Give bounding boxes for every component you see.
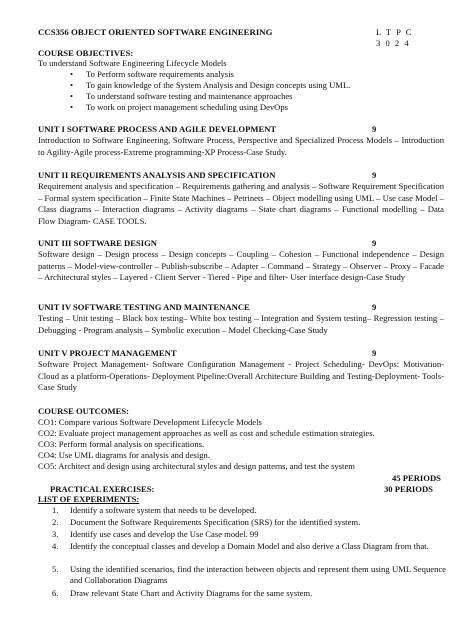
objective-bullet: •	[70, 102, 74, 112]
outcome-line: CO5: Architect and design using architectural styles and design patterns, and test the system	[38, 461, 355, 471]
unit-4-title: UNIT IV SOFTWARE TESTING AND MAINTENANCE	[38, 302, 250, 312]
unit-3-hours: 9	[372, 238, 377, 248]
outcome-line: CO1: Compare various Software Development Lifecycle Models	[38, 417, 262, 427]
unit-3-body: Software design – Design process – Design concepts – Coupling – Cohesion – Functional independence – Design patterns – Model-view-controller – Publish-subscribe – Adapter – Command – Strategy – Observer – Proxy – Facade – Architectural styles – Layered - Client Server - Tiered - Pipe and filter- User interface design-Case Study	[38, 249, 444, 283]
unit-4-hours: 9	[372, 302, 377, 312]
objective-line: To gain knowledge of the System Analysis and Design concepts using UML.	[86, 80, 351, 90]
unit-1-hours: 9	[372, 124, 377, 134]
unit-5-title: UNIT V PROJECT MANAGEMENT	[38, 348, 177, 358]
objective-bullet: •	[70, 91, 74, 101]
unit-2-hours: 9	[372, 170, 377, 180]
unit-3-title: UNIT III SOFTWARE DESIGN	[38, 238, 157, 248]
unit-5-hours: 9	[372, 348, 377, 358]
ltpc-values: 3 0 2 4	[376, 38, 411, 48]
unit-1-title: UNIT I SOFTWARE PROCESS AND AGILE DEVELOPMENT	[38, 124, 277, 134]
experiment-number: 4.	[52, 541, 59, 551]
objective-line: To work on project management scheduling using DevOps	[86, 102, 289, 112]
experiment-number: 6.	[52, 588, 59, 598]
experiment-text: Identify a software system that needs to be developed.	[70, 505, 257, 515]
experiment-text: Identify use cases and develop the Use Case model. 99	[70, 529, 259, 539]
objective-bullet: •	[70, 80, 74, 90]
experiments-heading: LIST OF EXPERIMENTS:	[38, 494, 140, 504]
experiment-number: 1.	[52, 505, 59, 515]
unit-1-body: Introduction to Software Engineering, Software Process, Perspective and Specialized Process Models – Introduction to Agility-Agile process-Extreme programming-XP Process-Case Study.	[38, 135, 444, 157]
objective-line: To understand Software Engineering Lifecycle Models	[38, 58, 227, 68]
unit-4-body: Testing – Unit testing – Black box testing– White box testing – Integration and System testing– Regression testing – Debugging - Program analysis – Symbolic execution – Model Checking-Case Study	[38, 313, 444, 335]
objective-line: To Perform software requirements analysis	[86, 69, 234, 79]
course-title: CCS356 OBJECT ORIENTED SOFTWARE ENGINEERING	[38, 27, 273, 37]
unit-2-title: UNIT II REQUIREMENTS ANALYSIS AND SPECIFICATION	[38, 170, 276, 180]
experiment-text: Identify the conceptual classes and develop a Domain Model and also derive a Class Diagram from that.	[70, 541, 429, 551]
total-periods: 45 PERIODS	[392, 473, 441, 483]
experiment-number: 5.	[52, 564, 59, 574]
unit-2-body: Requirement analysis and specification – Requirements gathering and analysis – Software Requirement Specification – Formal system specification – Finite State Machines – Petrinets – Object modelling using UML – Use case Model – Class diagrams – Interaction diagrams – Activity diagrams – State chart diagrams – Functional modelling – Data Flow Diagram- CASE TOOLS.	[38, 181, 444, 226]
experiment-text: Document the Software Requirements Specification (SRS) for the identified system.	[70, 517, 361, 527]
outcomes-heading: COURSE OUTCOMES:	[38, 406, 129, 416]
experiment-text: Using the identified scenarios, find the interaction between objects and represent them using UML Sequence and Collaboration Diagrams	[70, 564, 446, 586]
outcome-line: CO2: Evaluate project management approaches as well as cost and schedule estimation strategies.	[38, 428, 375, 438]
outcome-line: CO3: Perform formal analysis on specifications.	[38, 439, 205, 449]
objectives-heading: COURSE OBJECTIVES:	[38, 48, 134, 58]
objective-bullet: •	[70, 69, 74, 79]
practical-label: PRACTICAL EXERCISES:	[50, 484, 155, 494]
experiment-number: 3.	[52, 529, 59, 539]
experiment-text: Draw relevant State Chart and Activity Diagrams for the same system.	[70, 588, 313, 598]
experiment-number: 2.	[52, 517, 59, 527]
unit-5-body: Software Project Management- Software Configuration Management - Project Scheduling- DevOps: Motivation-Cloud as a platform-Operations- Deployment Pipeline:Overall Architecture Building and Testing-Deployment- Tools- Case Study	[38, 359, 444, 393]
practical-periods: 30 PERIODS	[384, 484, 433, 494]
objective-line: To understand software testing and maintenance approaches	[86, 91, 293, 101]
ltpc-labels: L T P C	[376, 27, 414, 37]
outcome-line: CO4: Use UML diagrams for analysis and design.	[38, 450, 211, 460]
